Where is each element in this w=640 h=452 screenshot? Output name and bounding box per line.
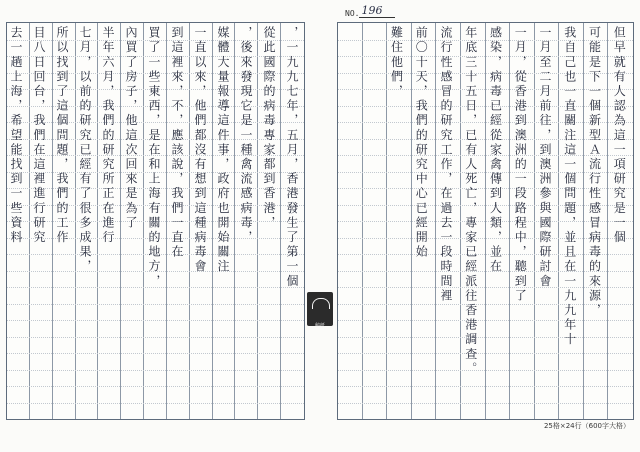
manuscript-line: 目八日回台，我們在這裡進行研究 [32, 26, 46, 245]
manuscript-line: 我自己也一直關注這一個問題，並且在一九九年十 [562, 26, 577, 348]
page-number-prefix: NO. [345, 9, 360, 18]
manuscript-line: 一直以來，他們都沒有想到這種病毒會 [193, 26, 207, 275]
paper-spec-note: 25格×24行（600字大格） [543, 422, 630, 430]
manuscript-line: 去一趟上海，希望能找到一些資料 [9, 26, 23, 245]
manuscript-line: 七月，以前的研究已經有了很多成果， [78, 26, 92, 275]
manuscript-line: 媒體大量報導這件事，政府也開始關注 [216, 26, 230, 275]
manuscript-line: 買了一些東西，是在和上海有關的地方， [147, 26, 161, 289]
manuscript-line: 可能是下一個新型Ａ流行性感冒病毒的來源， [587, 26, 602, 318]
publisher-logo-text: 稿紙 [314, 323, 325, 329]
manuscript-line: 半年六月，我們的研究所正在進行 [101, 26, 115, 245]
manuscript-line: 難住他們， [389, 26, 404, 99]
manuscript-line: 年底三十五日，已有人死亡，專家已經派往香港調查。 [463, 26, 478, 377]
manuscript-line: 但早就有人認為這一項研究是一個 [612, 26, 627, 245]
manuscript-line: ，一九九七年，五月，香港發生了第一個 [285, 26, 299, 289]
manuscript-line: 一月，從香港到澳洲的一段路程中，聽到了 [513, 26, 528, 304]
page-number-line [359, 4, 395, 18]
publisher-logo-icon [307, 292, 333, 326]
manuscript-line: 感染，病毒已經從家禽傳到人類，並在 [488, 26, 503, 275]
manuscript-line: 一月至二月前往，到澳洲參與國際研討會 [538, 26, 552, 289]
page-number [345, 4, 395, 18]
manuscript-line: 流行性感冒的研究工作，在過去一段時間裡 [439, 26, 453, 304]
manuscript-line: 前〇十天，我們的研究中心已經開始 [414, 26, 429, 260]
manuscript-line: 內買了房子，他這次回來是為了 [124, 26, 138, 231]
manuscript-line: ，後來發現它是一種禽流感病毒， [239, 26, 253, 245]
manuscript-line: 所以找到了這個問題，我們的工作 [55, 26, 69, 245]
manuscript-line: 到這裡來，不，應該說，我們一直在 [170, 26, 184, 260]
manuscript-line: 從此國際的病毒專家都到香港， [262, 26, 276, 231]
page-number-value: 196 [361, 4, 383, 17]
